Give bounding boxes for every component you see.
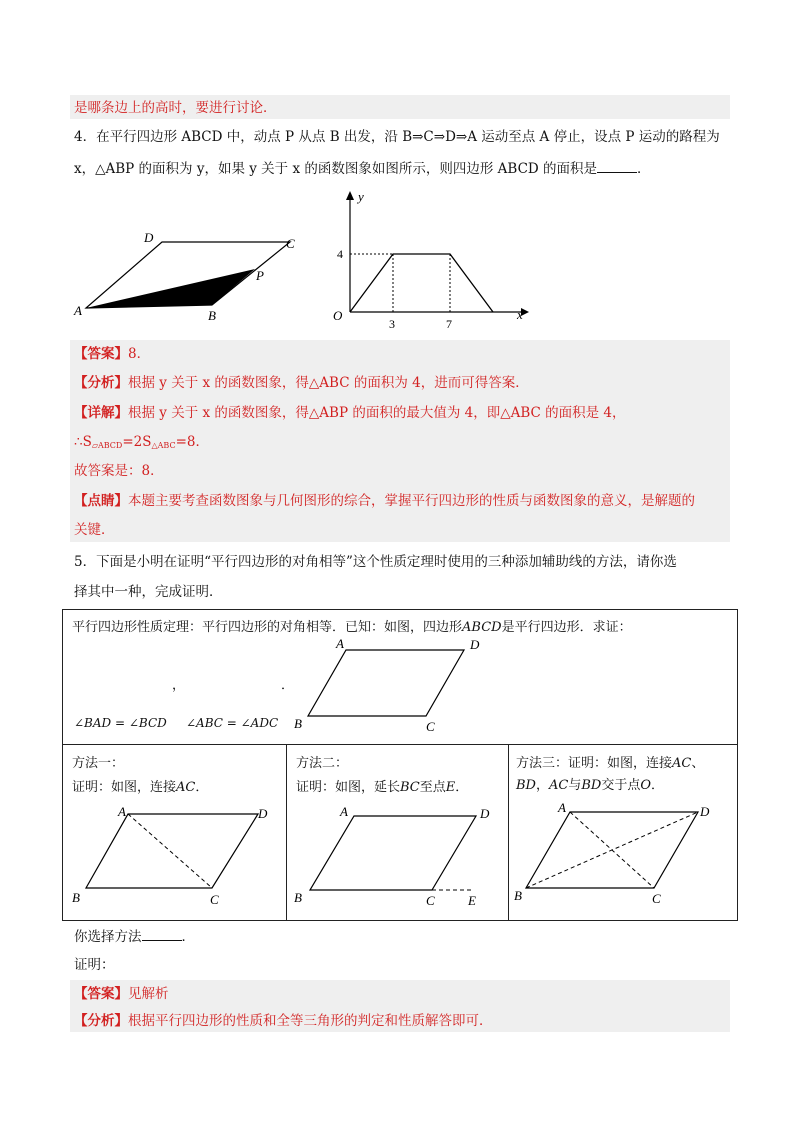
method2-title: 方法二： bbox=[296, 756, 349, 771]
diagonal-BD bbox=[526, 812, 698, 888]
detail2-sub2: △ABC bbox=[151, 441, 176, 450]
label-D: D bbox=[700, 804, 710, 819]
diagonal-AC bbox=[128, 814, 212, 888]
method3-figure bbox=[510, 798, 735, 910]
q5-line2: 择其中一种，完成证明． bbox=[74, 584, 223, 600]
method3-end: ． bbox=[651, 778, 665, 793]
method3-label: 方法三：证明：如图，连接 bbox=[516, 756, 673, 771]
detail2-c: =8． bbox=[175, 434, 209, 450]
label-C: C bbox=[426, 719, 435, 734]
theorem-abcd: ABCD bbox=[462, 620, 502, 635]
q5-answer-text: 见解析 bbox=[128, 986, 169, 1002]
parallelogram bbox=[308, 650, 464, 716]
proof-label: 证明： bbox=[74, 957, 115, 973]
parallelogram bbox=[310, 816, 476, 890]
method2-mid: 至点 bbox=[419, 780, 446, 795]
y-arrow-icon bbox=[346, 191, 354, 200]
label-C: C bbox=[210, 892, 219, 907]
y-tick-4: 4 bbox=[337, 247, 343, 261]
q5-analysis-text: 根据平行四边形的性质和全等三角形的判定和性质解答即可． bbox=[128, 1013, 493, 1029]
method3-var1: AC bbox=[672, 756, 692, 771]
q4-parallelogram-figure bbox=[70, 225, 310, 325]
method1-label: 证明：如图，连接 bbox=[72, 780, 177, 795]
answer-tag: 【答案】 bbox=[74, 346, 128, 362]
label-A: A bbox=[558, 800, 566, 815]
q4-point2: 关键． bbox=[74, 522, 115, 538]
theorem-parallelogram-figure bbox=[290, 630, 500, 740]
choose-end: ． bbox=[181, 929, 195, 945]
method3-var3: AC bbox=[549, 778, 569, 793]
method1-var: AC bbox=[176, 780, 196, 795]
method1-title: 方法一： bbox=[72, 756, 125, 771]
method1-figure bbox=[66, 800, 281, 910]
method3-var5: O bbox=[640, 778, 652, 793]
method2-var2: E bbox=[445, 780, 456, 795]
method-blank bbox=[142, 928, 182, 941]
label-D: D bbox=[480, 806, 490, 821]
q4-analysis bbox=[74, 374, 529, 392]
choose-text: 你选择方法 bbox=[74, 929, 142, 945]
analysis-tag: 【分析】 bbox=[74, 375, 128, 391]
label-B: B bbox=[294, 890, 302, 905]
label-D: D bbox=[144, 230, 154, 245]
detail-tag: 【详解】 bbox=[74, 405, 128, 421]
label-A: A bbox=[336, 636, 344, 651]
label-A: A bbox=[118, 804, 126, 819]
method2-end: ． bbox=[455, 780, 469, 795]
q4-line2 bbox=[74, 160, 651, 178]
method3-var2: BD bbox=[516, 778, 536, 793]
method3-sep: 、 bbox=[691, 756, 705, 771]
method3-var4: BD bbox=[581, 778, 602, 793]
table-col-divider-2 bbox=[508, 744, 509, 921]
method1-text bbox=[72, 779, 208, 797]
angle-eq-1: ∠BAD = ∠BCD bbox=[74, 716, 167, 730]
answer-blank bbox=[597, 160, 637, 173]
table-col-divider-1 bbox=[286, 744, 287, 921]
theorem-main: 平行四边形性质定理：平行四边形的对角相等．已知：如图，四边形 bbox=[72, 620, 463, 635]
top-note: 是哪条边上的高时，要进行讨论． bbox=[74, 100, 277, 116]
q4-line2-end: ． bbox=[637, 161, 651, 177]
y-axis-label: y bbox=[358, 189, 364, 204]
label-C: C bbox=[652, 891, 661, 906]
theorem-period: ． bbox=[281, 678, 295, 693]
q4-detail2 bbox=[74, 433, 209, 455]
q4-answer bbox=[74, 345, 150, 363]
theorem-comma: ， bbox=[172, 678, 186, 693]
label-P: P bbox=[256, 268, 264, 283]
parallelogram bbox=[86, 814, 258, 888]
q4-conclusion: 故答案是：8． bbox=[74, 463, 164, 479]
detail2-b: =2S bbox=[122, 434, 152, 450]
shaded-triangle bbox=[86, 269, 255, 308]
label-B: B bbox=[514, 888, 522, 903]
method2-figure bbox=[290, 800, 505, 910]
q4-point bbox=[74, 492, 695, 510]
point-text: 本题主要考查函数图象与几何图形的综合，掌握平行四边形的性质与函数图象的意义，是解题的 bbox=[128, 493, 695, 509]
q4-line1: 4．在平行四边形 ABCD 中，动点 P 从点 B 出发，沿 B⇒C⇒D⇒A 运动至点 A 停止，设点 P 运动的路程为 bbox=[74, 129, 720, 145]
angle-eq-2: ∠ABC = ∠ADC bbox=[186, 716, 279, 730]
analysis-text: 根据 y 关于 x 的函数图象，得△ABC 的面积为 4，进而可得答案． bbox=[128, 375, 529, 391]
point-tag: 【点睛】 bbox=[74, 493, 128, 509]
detail2-a: ∴S bbox=[74, 434, 92, 450]
table-row-divider bbox=[62, 744, 738, 745]
method2-label: 证明：如图，延长 bbox=[296, 780, 401, 795]
label-A: A bbox=[74, 303, 82, 318]
label-D: D bbox=[258, 806, 268, 821]
method3-comma: ， bbox=[535, 778, 549, 793]
detail2-sub1: ▱ABCD bbox=[91, 441, 123, 450]
q5-analysis-tag: 【分析】 bbox=[74, 1013, 128, 1029]
label-C: C bbox=[286, 236, 295, 251]
x-tick-7: 7 bbox=[446, 317, 452, 331]
origin-label: O bbox=[333, 308, 343, 323]
x-axis-label: x bbox=[517, 307, 523, 322]
method1-end: ． bbox=[195, 780, 209, 795]
q4-line2-text: x，△ABP 的面积为 y，如果 y 关于 x 的函数图象如图所示，则四边形 ABCD 的面积是 bbox=[74, 161, 598, 177]
label-C: C bbox=[426, 893, 435, 908]
label-A: A bbox=[340, 804, 348, 819]
method2-var: BC bbox=[400, 780, 420, 795]
q5-line1: 5．下面是小明在证明“平行四边形的对角相等”这个性质定理时使用的三种添加辅助线的方法，请你选 bbox=[74, 554, 677, 570]
label-B: B bbox=[208, 308, 216, 323]
detail-text: 根据 y 关于 x 的函数图象，得△ABP 的面积的最大值为 4，即△ABC 的面积是 4， bbox=[128, 405, 626, 421]
method3-text2 bbox=[516, 777, 664, 795]
method3-text1 bbox=[516, 755, 704, 773]
method3-mid: 交于点 bbox=[601, 778, 641, 793]
graph-line bbox=[350, 254, 493, 312]
q4-detail bbox=[74, 404, 626, 422]
label-E: E bbox=[468, 893, 476, 908]
label-B: B bbox=[72, 890, 80, 905]
answer-text: 8． bbox=[128, 346, 151, 362]
theorem-end: 是平行四边形．求证： bbox=[501, 620, 632, 635]
q5-answer bbox=[74, 985, 169, 1003]
q5-answer-tag: 【答案】 bbox=[74, 986, 128, 1002]
q4-function-graph bbox=[325, 188, 535, 333]
method2-text bbox=[296, 779, 468, 797]
label-B: B bbox=[294, 716, 302, 731]
q5-analysis bbox=[74, 1012, 493, 1030]
x-tick-3: 3 bbox=[389, 317, 395, 331]
method3-and: 与 bbox=[568, 778, 582, 793]
label-D: D bbox=[470, 637, 480, 652]
choose-method bbox=[74, 928, 195, 946]
